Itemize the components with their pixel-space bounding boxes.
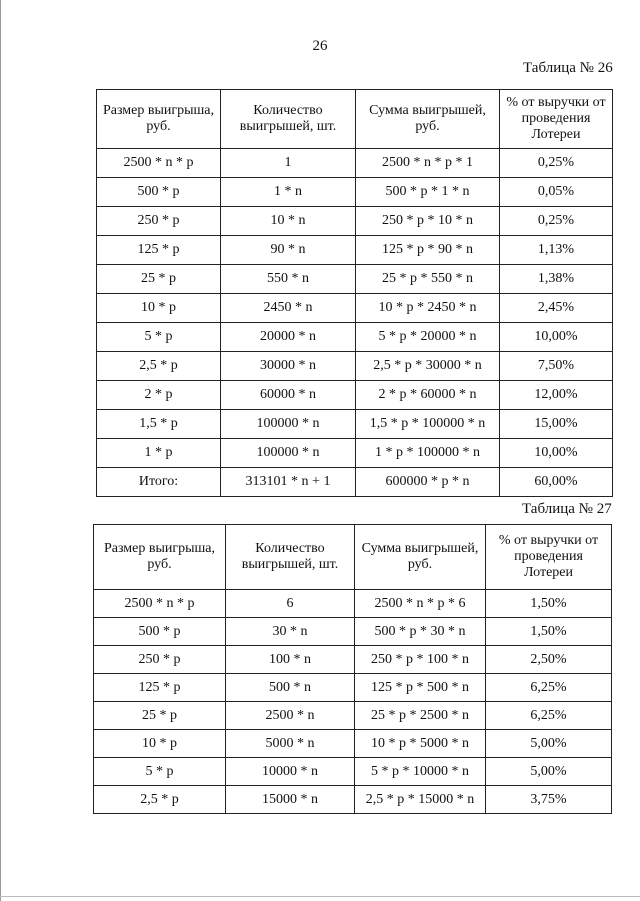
table-row [97,265,613,294]
cell-prize-count: 30000 * n [221,352,356,381]
cell-prize-sum: 10 * p * 2450 * n [356,294,500,323]
header-revenue-percent: % от выручки от проведения Лотереи [486,525,612,590]
cell-prize-size: Итого: [97,468,221,497]
cell-revenue-percent: 12,00% [500,381,613,410]
prize-table-26 [96,89,613,497]
cell-prize-sum: 2500 * n * p * 1 [356,149,500,178]
cell-prize-size: 250 * p [97,207,221,236]
cell-prize-sum: 600000 * p * n [356,468,500,497]
table-row [97,149,613,178]
cell-prize-size: 1 * p [97,439,221,468]
table-row [97,178,613,207]
cell-revenue-percent: 5,00% [486,730,612,758]
cell-prize-sum: 2 * p * 60000 * n [356,381,500,410]
cell-prize-sum: 25 * p * 550 * n [356,265,500,294]
prize-table-27 [93,524,612,814]
cell-prize-sum: 125 * p * 90 * n [356,236,500,265]
cell-prize-count: 1 [221,149,356,178]
cell-revenue-percent: 5,00% [486,758,612,786]
cell-prize-count: 100000 * n [221,439,356,468]
table-row [94,674,612,702]
cell-prize-size: 25 * p [94,702,226,730]
cell-prize-sum: 250 * p * 10 * n [356,207,500,236]
cell-prize-size: 125 * p [94,674,226,702]
cell-prize-sum: 2,5 * p * 30000 * n [356,352,500,381]
cell-prize-count: 30 * n [226,618,355,646]
table-row [97,207,613,236]
cell-prize-sum: 125 * p * 500 * n [355,674,486,702]
table-row [97,294,613,323]
cell-prize-sum: 2,5 * p * 15000 * n [355,786,486,814]
table-row [94,758,612,786]
cell-revenue-percent: 1,50% [486,618,612,646]
table-row [97,236,613,265]
cell-revenue-percent: 1,13% [500,236,613,265]
cell-prize-size: 5 * p [97,323,221,352]
cell-prize-count: 1 * n [221,178,356,207]
cell-revenue-percent: 0,05% [500,178,613,207]
cell-prize-count: 2450 * n [221,294,356,323]
cell-prize-sum: 250 * p * 100 * n [355,646,486,674]
cell-prize-count: 90 * n [221,236,356,265]
cell-prize-count: 100 * n [226,646,355,674]
cell-revenue-percent: 7,50% [500,352,613,381]
cell-prize-size: 5 * p [94,758,226,786]
table-26-caption: Таблица № 26 [523,60,613,76]
cell-prize-size: 2,5 * p [97,352,221,381]
cell-prize-size: 25 * p [97,265,221,294]
cell-prize-sum: 25 * p * 2500 * n [355,702,486,730]
header-prize-sum: Сумма выигрышей, руб. [355,525,486,590]
cell-prize-size: 1,5 * p [97,410,221,439]
table-row [97,468,613,497]
header-prize-sum: Сумма выигрышей, руб. [356,90,500,149]
cell-prize-sum: 500 * p * 30 * n [355,618,486,646]
cell-prize-count: 60000 * n [221,381,356,410]
table-row [97,410,613,439]
cell-prize-size: 2500 * n * p [94,590,226,618]
cell-prize-count: 100000 * n [221,410,356,439]
cell-prize-count: 5000 * n [226,730,355,758]
cell-prize-sum: 10 * p * 5000 * n [355,730,486,758]
cell-prize-count: 313101 * n + 1 [221,468,356,497]
cell-prize-size: 125 * p [97,236,221,265]
cell-prize-count: 500 * n [226,674,355,702]
table-row [97,439,613,468]
cell-prize-count: 10 * n [221,207,356,236]
cell-revenue-percent: 2,45% [500,294,613,323]
cell-revenue-percent: 2,50% [486,646,612,674]
table-row [94,590,612,618]
table-row [94,786,612,814]
cell-revenue-percent: 6,25% [486,674,612,702]
scan-left-edge [0,0,1,901]
cell-prize-count: 20000 * n [221,323,356,352]
table-row [94,618,612,646]
cell-revenue-percent: 0,25% [500,207,613,236]
table-row [97,381,613,410]
page-number: 26 [312,38,328,54]
cell-revenue-percent: 0,25% [500,149,613,178]
cell-revenue-percent: 1,50% [486,590,612,618]
cell-prize-count: 550 * n [221,265,356,294]
table-row [97,352,613,381]
cell-revenue-percent: 10,00% [500,439,613,468]
cell-prize-count: 10000 * n [226,758,355,786]
table-header-row [97,90,613,149]
table-row [94,646,612,674]
cell-revenue-percent: 10,00% [500,323,613,352]
cell-prize-count: 6 [226,590,355,618]
cell-revenue-percent: 3,75% [486,786,612,814]
cell-prize-size: 500 * p [97,178,221,207]
cell-prize-size: 10 * p [94,730,226,758]
cell-prize-sum: 1,5 * p * 100000 * n [356,410,500,439]
header-revenue-percent: % от выручки от проведения Лотереи [500,90,613,149]
cell-prize-sum: 500 * p * 1 * n [356,178,500,207]
cell-prize-size: 2500 * n * p [97,149,221,178]
cell-revenue-percent: 6,25% [486,702,612,730]
table-27-caption: Таблица № 27 [522,501,612,517]
table-row [94,702,612,730]
cell-prize-size: 2,5 * p [94,786,226,814]
header-prize-count: Количество выигрышей, шт. [226,525,355,590]
cell-revenue-percent: 1,38% [500,265,613,294]
cell-revenue-percent: 15,00% [500,410,613,439]
header-prize-count: Количество выигрышей, шт. [221,90,356,149]
cell-prize-sum: 5 * p * 20000 * n [356,323,500,352]
table-row [97,323,613,352]
header-prize-size: Размер выигрыша, руб. [94,525,226,590]
table-row [94,730,612,758]
cell-prize-size: 10 * p [97,294,221,323]
scan-bottom-line [0,896,640,897]
cell-prize-sum: 2500 * n * p * 6 [355,590,486,618]
cell-prize-sum: 5 * p * 10000 * n [355,758,486,786]
cell-revenue-percent: 60,00% [500,468,613,497]
cell-prize-size: 250 * p [94,646,226,674]
cell-prize-sum: 1 * p * 100000 * n [356,439,500,468]
cell-prize-size: 2 * p [97,381,221,410]
table-header-row [94,525,612,590]
cell-prize-count: 2500 * n [226,702,355,730]
cell-prize-count: 15000 * n [226,786,355,814]
header-prize-size: Размер выигрыша, руб. [97,90,221,149]
cell-prize-size: 500 * p [94,618,226,646]
